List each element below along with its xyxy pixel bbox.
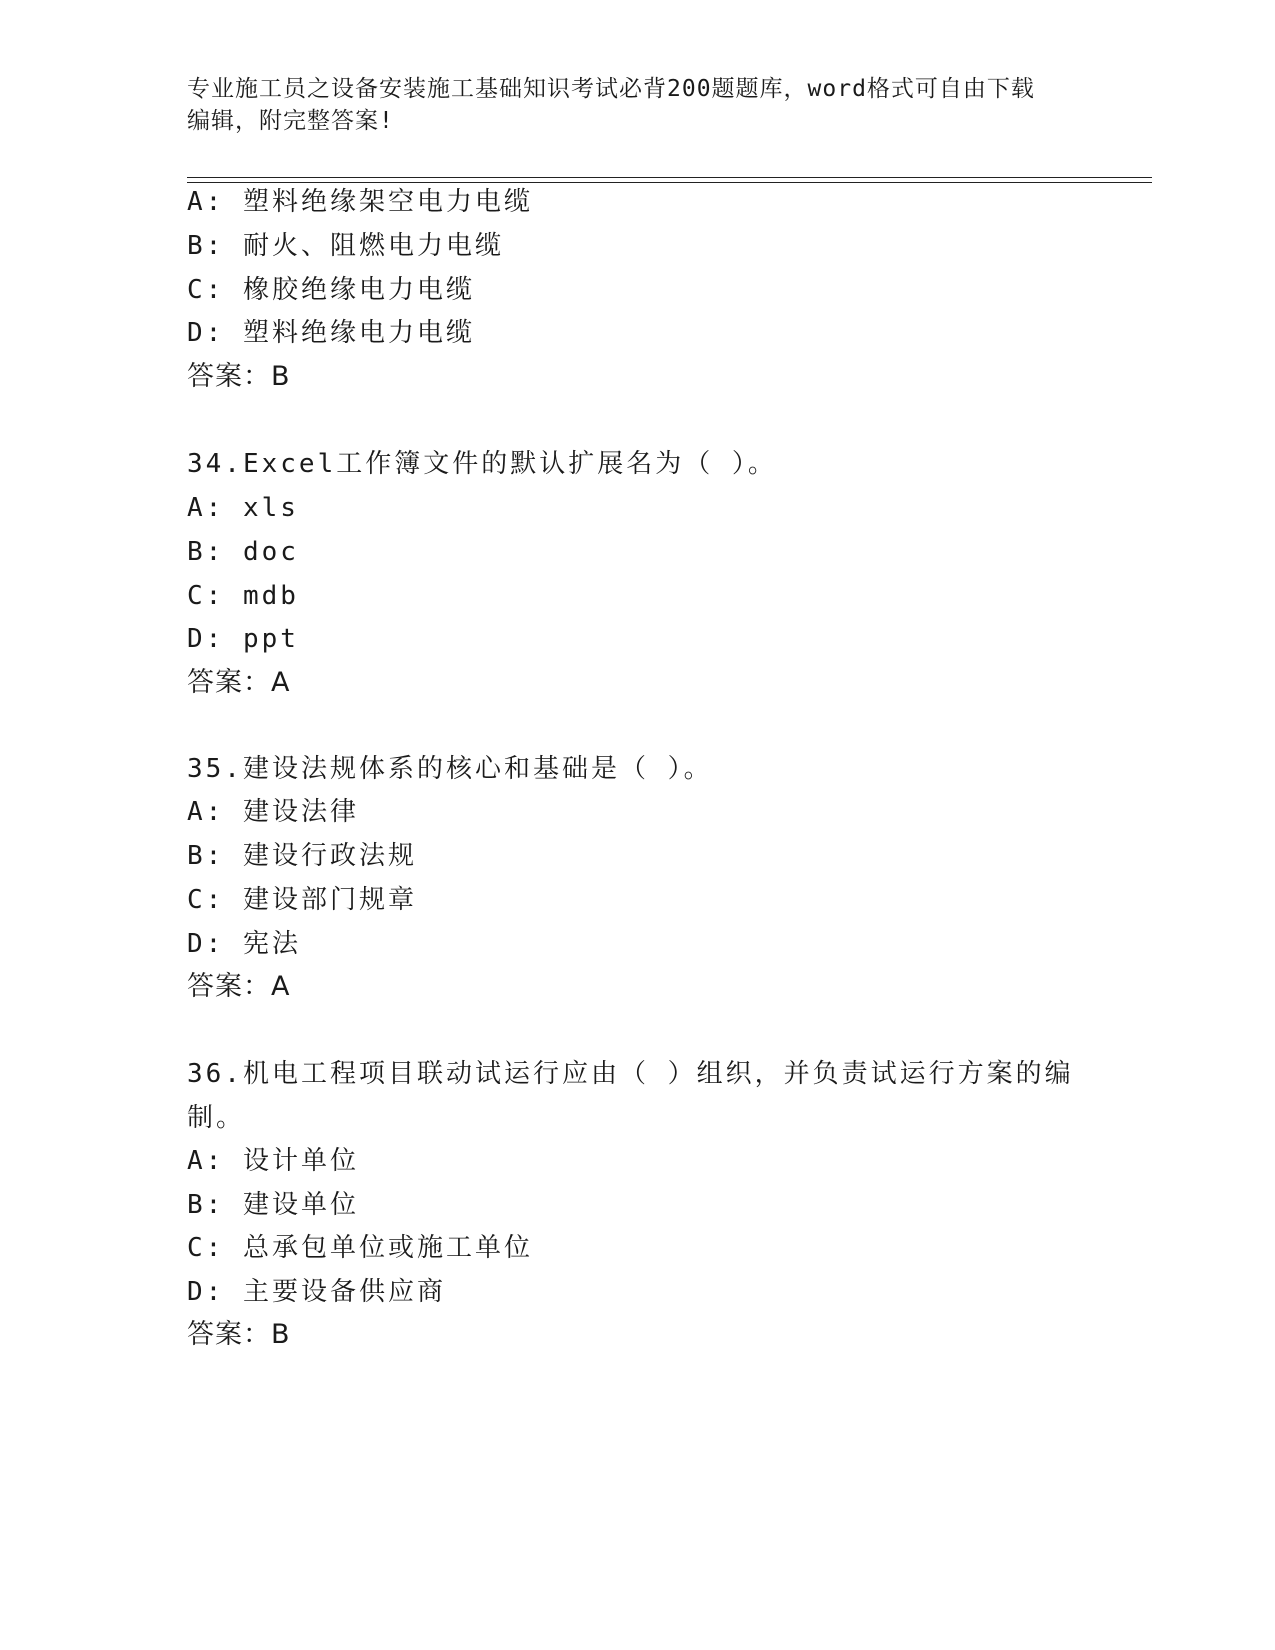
document-header — [187, 73, 1067, 137]
q35-answer: 答案：A — [187, 971, 291, 1002]
q35-question: 35.建设法规体系的核心和基础是（ ）。 — [187, 754, 713, 784]
q33-answer: 答案：B — [187, 361, 291, 392]
header-divider-bottom — [187, 182, 1152, 183]
q34-option-a: A: xls — [187, 493, 299, 523]
header-line-2: 编辑，附完整答案! — [187, 108, 394, 134]
q35-option-b: B: 建设行政法规 — [187, 841, 417, 871]
q36-option-a: A: 设计单位 — [187, 1146, 359, 1176]
q34-answer: 答案：A — [187, 667, 291, 698]
q35-option-a: A: 建设法律 — [187, 797, 359, 827]
q36-option-b: B: 建设单位 — [187, 1190, 359, 1220]
header-line-1: 专业施工员之设备安装施工基础知识考试必背200题题库，word格式可自由下载 — [187, 76, 1035, 102]
q35-option-d: D: 宪法 — [187, 929, 301, 959]
q36-answer: 答案：B — [187, 1319, 291, 1350]
header-divider-top — [187, 177, 1152, 178]
q34-option-c: C: mdb — [187, 581, 299, 611]
q34-option-b: B: doc — [187, 537, 299, 567]
q35-option-c: C: 建设部门规章 — [187, 885, 417, 915]
q36-question-line-1: 36.机电工程项目联动试运行应由（ ）组织，并负责试运行方案的编 — [187, 1059, 1074, 1089]
q33-option-d: D: 塑料绝缘电力电缆 — [187, 318, 475, 348]
q34-question: 34.Excel工作簿文件的默认扩展名为（ ）。 — [187, 449, 777, 479]
q36-option-d: D: 主要设备供应商 — [187, 1277, 446, 1307]
q33-option-c: C: 橡胶绝缘电力电缆 — [187, 275, 475, 305]
q36-question-line-2: 制。 — [187, 1103, 246, 1133]
q36-option-c: C: 总承包单位或施工单位 — [187, 1233, 533, 1263]
q33-option-b: B: 耐火、阻燃电力电缆 — [187, 231, 504, 261]
q33-option-a: A: 塑料绝缘架空电力电缆 — [187, 187, 533, 217]
q34-option-d: D: ppt — [187, 624, 299, 654]
